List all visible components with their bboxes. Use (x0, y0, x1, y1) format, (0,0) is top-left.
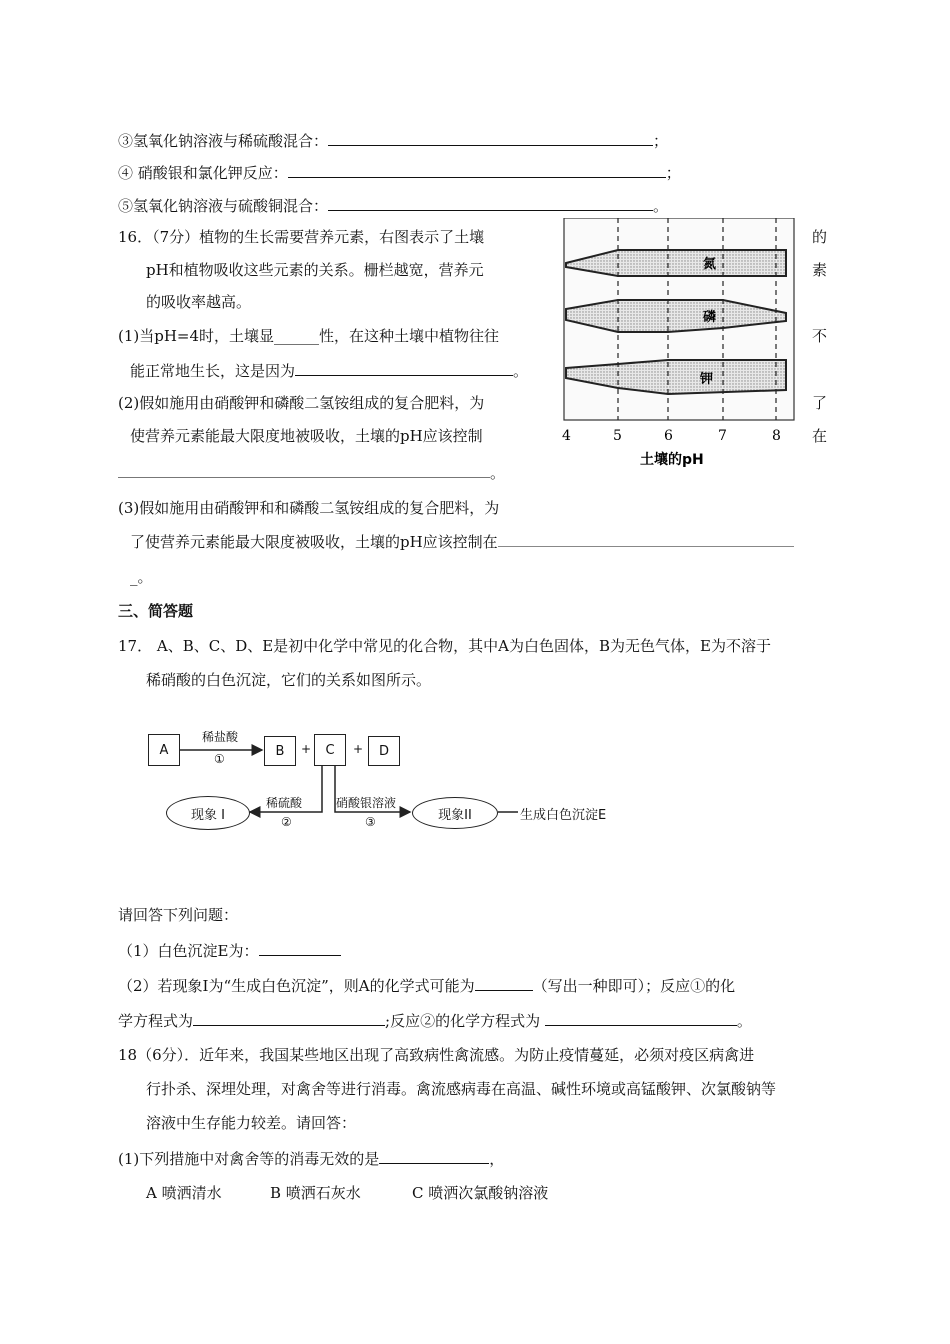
plus-sign: + (301, 742, 312, 756)
result-label: 生成白色沉淀E (520, 808, 607, 823)
q18-option-c: C 喷洒次氯酸钠溶液 (412, 1184, 549, 1202)
q17-sub-2-b: 学方程式为 ;反应②的化学方程式为 。 (118, 1012, 752, 1030)
reagent-label: 硝酸银溶液 (336, 796, 397, 810)
q16-part3-b: 了使营养元素能最大限度被吸收，土壤的pH应该控制在 (130, 531, 794, 552)
q18-line-1: 18（6分）．近年来，我国某些地区出现了高致病性禽流感。为防止疫情蔓延，必须对疫区病禽进 (118, 1046, 755, 1064)
band-label: 钾 (700, 372, 714, 387)
answer-blank[interactable] (193, 1010, 385, 1026)
q16-part1-a-tail: 不 (812, 327, 828, 345)
tick-label: 8 (772, 428, 781, 444)
q18-option-a: A 喷洒清水 (146, 1184, 222, 1202)
reagent-label: 稀盐酸 (202, 730, 239, 744)
phenomenon-2: 现象II (412, 797, 498, 829)
q18-line-2: 行扑杀、深埋处理，对禽舍等进行消毒。禽流感病毒在高温、碱性环境或高锰酸钾、次氯酸钠等 (146, 1080, 777, 1098)
plus-sign: + (353, 742, 364, 756)
answer-blank[interactable] (118, 462, 490, 478)
q15-line4: ④ 硝酸银和氯化钾反应： ； (118, 164, 681, 182)
q18-option-b: B 喷洒石灰水 (270, 1184, 361, 1202)
band-nitrogen (566, 250, 786, 276)
q16-part1-b: 能正常地生长，这是因为 。 (130, 362, 529, 380)
answer-blank[interactable] (328, 130, 653, 146)
node-b: B (264, 736, 296, 766)
reaction-diagram (140, 720, 660, 840)
q16-part2-c: 。 (118, 462, 505, 483)
step-number: ① (214, 752, 225, 766)
q18-sub-1: (1)下列措施中对禽舍等的消毒无效的是 ， (118, 1150, 505, 1168)
q16-part3-a: (3)假如施用由硝酸钾和和磷酸二氢铵组成的复合肥料，为 (118, 499, 500, 517)
q17-ask: 请回答下列问题： (118, 906, 239, 924)
answer-blank[interactable] (288, 162, 666, 178)
q16-part2-a-tail: 了 (812, 394, 828, 412)
tick-label: 7 (718, 428, 727, 444)
node-a: A (148, 734, 180, 766)
q15-line5: ⑤氢氧化钠溶液与硫酸铜混合： 。 (118, 197, 669, 215)
q16-part2-a: (2)假如施用由硝酸钾和磷酸二氢铵组成的复合肥料，为 (118, 394, 485, 412)
phenomenon-1: 现象 I (166, 796, 250, 830)
q16-intro-3: 的吸收率越高。 (146, 293, 252, 311)
q16-intro-1-tail: 的 (812, 228, 828, 246)
q16-part2-b-tail: 在 (812, 427, 828, 445)
tick-label: 5 (613, 428, 622, 444)
tick-label: 4 (562, 428, 571, 444)
q16-part3-c: _。 (130, 568, 153, 586)
q15-line3: ③氢氧化钠溶液与稀硫酸混合： ； (118, 132, 669, 150)
q16-intro-1: 16．（7分）植物的生长需要营养元素，右图表示了土壤 (118, 228, 485, 246)
q18-line-3: 溶液中生存能力较差。请回答： (146, 1114, 357, 1132)
answer-blank[interactable] (498, 531, 794, 547)
q17-sub-1: （1）白色沉淀E为： (118, 940, 341, 961)
q16-intro-2-tail: 素 (812, 261, 828, 279)
answer-blank[interactable] (295, 360, 513, 376)
q16-intro-2: pH和植物吸收这些元素的关系。栅栏越宽，营养元 (146, 261, 484, 279)
answer-blank[interactable] (475, 975, 533, 991)
x-axis-label: 土壤的pH (640, 452, 704, 468)
node-c: C (314, 734, 346, 766)
answer-blank[interactable] (545, 1010, 737, 1026)
ph-absorption-chart (558, 218, 798, 470)
answer-blank[interactable] (328, 195, 653, 211)
q16-part1-a: (1)当pH=4时，土壤显______性，在这种土壤中植物往往 (118, 327, 500, 345)
step-number: ② (281, 815, 292, 829)
q16-part2-b: 使营养元素能最大限度地被吸收，土壤的pH应该控制 (130, 427, 483, 445)
band-label: 磷 (703, 310, 717, 325)
q17-text-2: 稀硝酸的白色沉淀，它们的关系如图所示。 (146, 671, 432, 689)
answer-blank[interactable] (259, 940, 341, 956)
step-number: ③ (365, 815, 376, 829)
section-title: 三、简答题 (118, 602, 194, 620)
node-d: D (368, 736, 400, 766)
q17-text-1: 17． A、B、C、D、E是初中化学中常见的化合物，其中A为白色固体，B为无色气体，E为不溶于 (118, 637, 771, 655)
reagent-label: 稀硫酸 (266, 796, 303, 810)
answer-blank[interactable] (379, 1148, 489, 1164)
tick-label: 6 (664, 428, 673, 444)
band-label: 氮 (703, 257, 717, 272)
q17-sub-2-a: （2）若现象Ⅰ为“生成白色沉淀”，则A的化学式可能为 （写出一种即可）；反应①的化 (118, 977, 736, 995)
